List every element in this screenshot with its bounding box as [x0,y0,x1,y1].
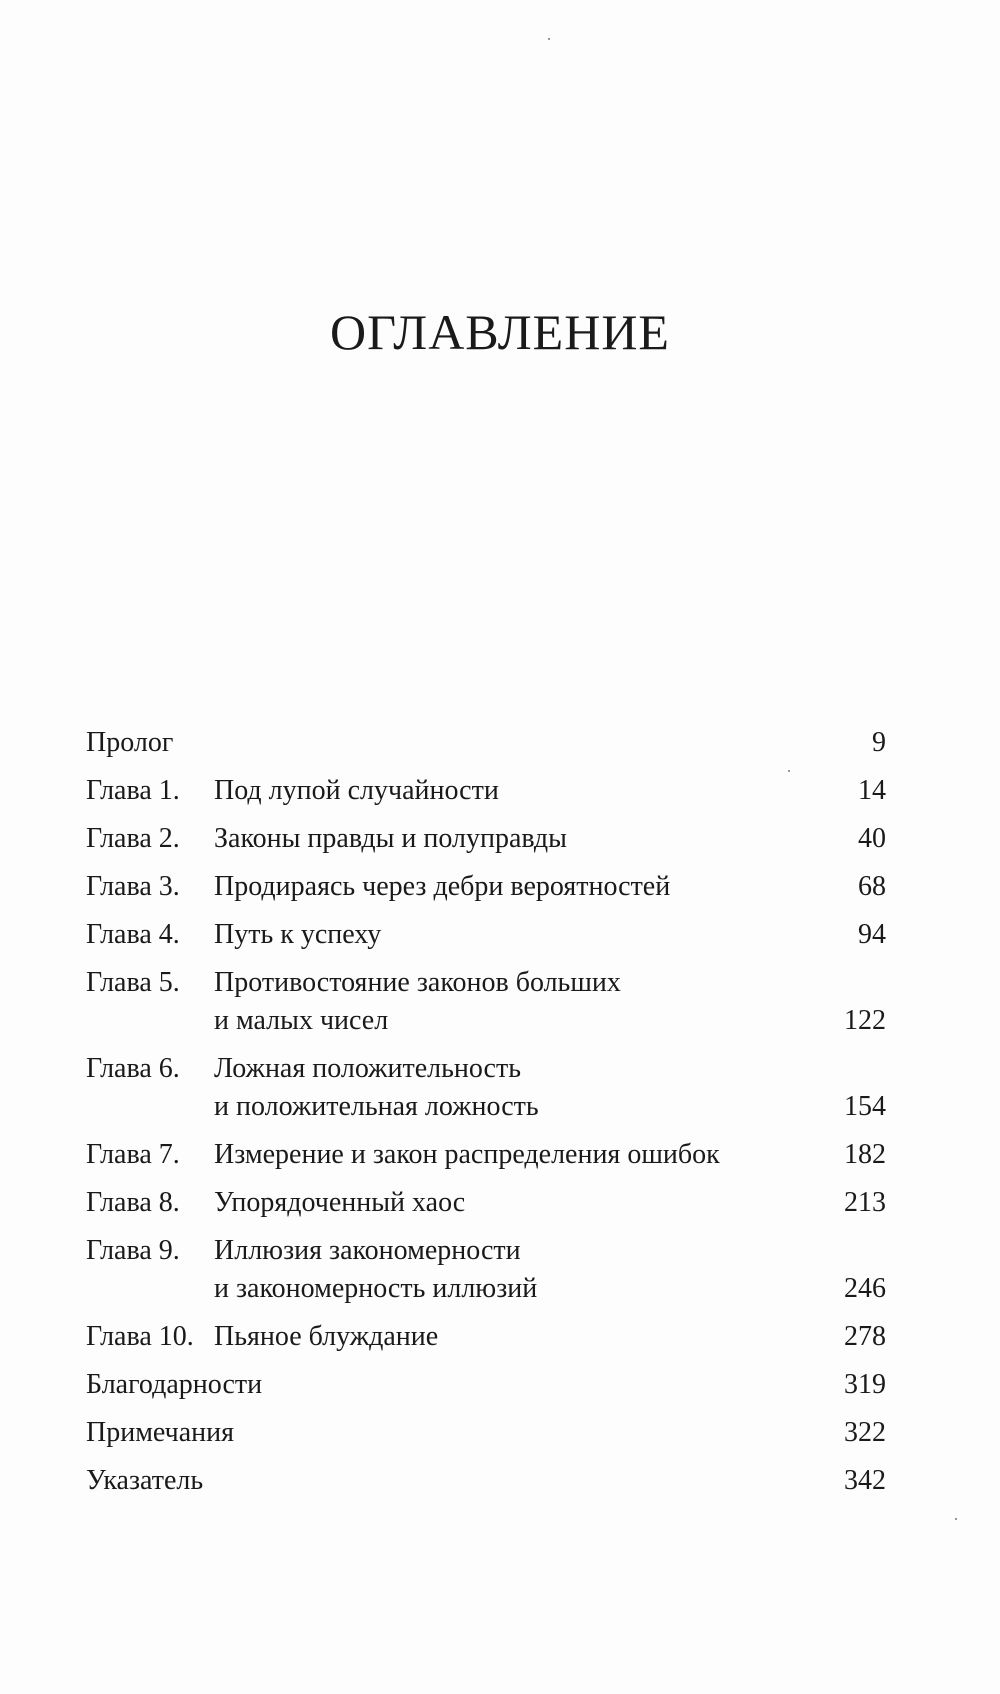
toc-entry-label: Глава 6. [86,1053,180,1084]
toc-entry-page: 246 [844,1273,886,1304]
toc-entry-page: 122 [844,1005,886,1036]
table-of-contents [86,724,886,1510]
toc-entry-label: Глава 10. [86,1321,194,1352]
toc-entry-label: Благодарности [86,1369,263,1400]
toc-entry-page: 213 [844,1187,886,1218]
scan-speck [955,1518,957,1520]
toc-entry-chapter-4[interactable] [86,916,886,954]
toc-entry-acknowledgements[interactable] [86,1366,886,1404]
toc-entry-chapter-7[interactable] [86,1136,886,1174]
toc-entry-title: Путь к успеху [214,919,382,950]
toc-entry-chapter-3[interactable] [86,868,886,906]
toc-entry-page: 14 [858,775,886,806]
toc-entry-label: Глава 8. [86,1187,180,1218]
toc-entry-page: 319 [844,1369,886,1400]
toc-entry-chapter-9[interactable] [86,1232,886,1308]
toc-entry-label: Глава 4. [86,919,180,950]
toc-entry-title: Пьяное блуждание [214,1321,439,1352]
toc-entry-title: Ложная положительность и положительная ложность [214,1053,539,1122]
scan-speck [548,38,550,40]
toc-entry-label: Глава 7. [86,1139,180,1170]
toc-entry-page: 94 [858,919,886,950]
toc-entry-label: Указатель [86,1465,204,1496]
toc-entry-label: Глава 5. [86,967,180,998]
toc-entry-index[interactable] [86,1462,886,1500]
toc-entry-title: Иллюзия закономерности и закономерность иллюзий [214,1235,538,1304]
toc-entry-title: Упорядоченный хаос [214,1187,466,1218]
toc-entry-chapter-8[interactable] [86,1184,886,1222]
toc-entry-label: Глава 2. [86,823,180,854]
toc-entry-label: Примечания [86,1417,235,1448]
page-title: ОГЛАВЛЕНИЕ [330,303,670,360]
toc-entry-page: 342 [844,1465,886,1496]
toc-entry-page: 182 [844,1139,886,1170]
toc-entry-page: 68 [858,871,886,902]
toc-entry-prologue[interactable] [86,724,886,762]
toc-entry-title: Измерение и закон распределения ошибок [214,1139,720,1170]
toc-entry-chapter-5[interactable] [86,964,886,1040]
toc-entry-chapter-10[interactable] [86,1318,886,1356]
toc-entry-title: Продираясь через дебри вероятностей [214,871,671,902]
toc-entry-chapter-6[interactable] [86,1050,886,1126]
toc-entry-page: 40 [858,823,886,854]
toc-entry-label: Глава 9. [86,1235,180,1266]
toc-entry-title: Противостояние законов больших и малых чисел [214,967,621,1036]
toc-entry-page: 9 [872,727,886,758]
toc-entry-page: 154 [844,1091,886,1122]
toc-entry-chapter-1[interactable] [86,772,886,810]
toc-entry-title: Под лупой случайности [214,775,499,806]
toc-entry-label: Пролог [86,727,174,758]
toc-entry-notes[interactable] [86,1414,886,1452]
toc-entry-title: Законы правды и полуправды [214,823,567,854]
toc-entry-page: 322 [844,1417,886,1448]
toc-entry-label: Глава 3. [86,871,180,902]
toc-entry-page: 278 [844,1321,886,1352]
toc-entry-chapter-2[interactable] [86,820,886,858]
toc-entry-label: Глава 1. [86,775,180,806]
